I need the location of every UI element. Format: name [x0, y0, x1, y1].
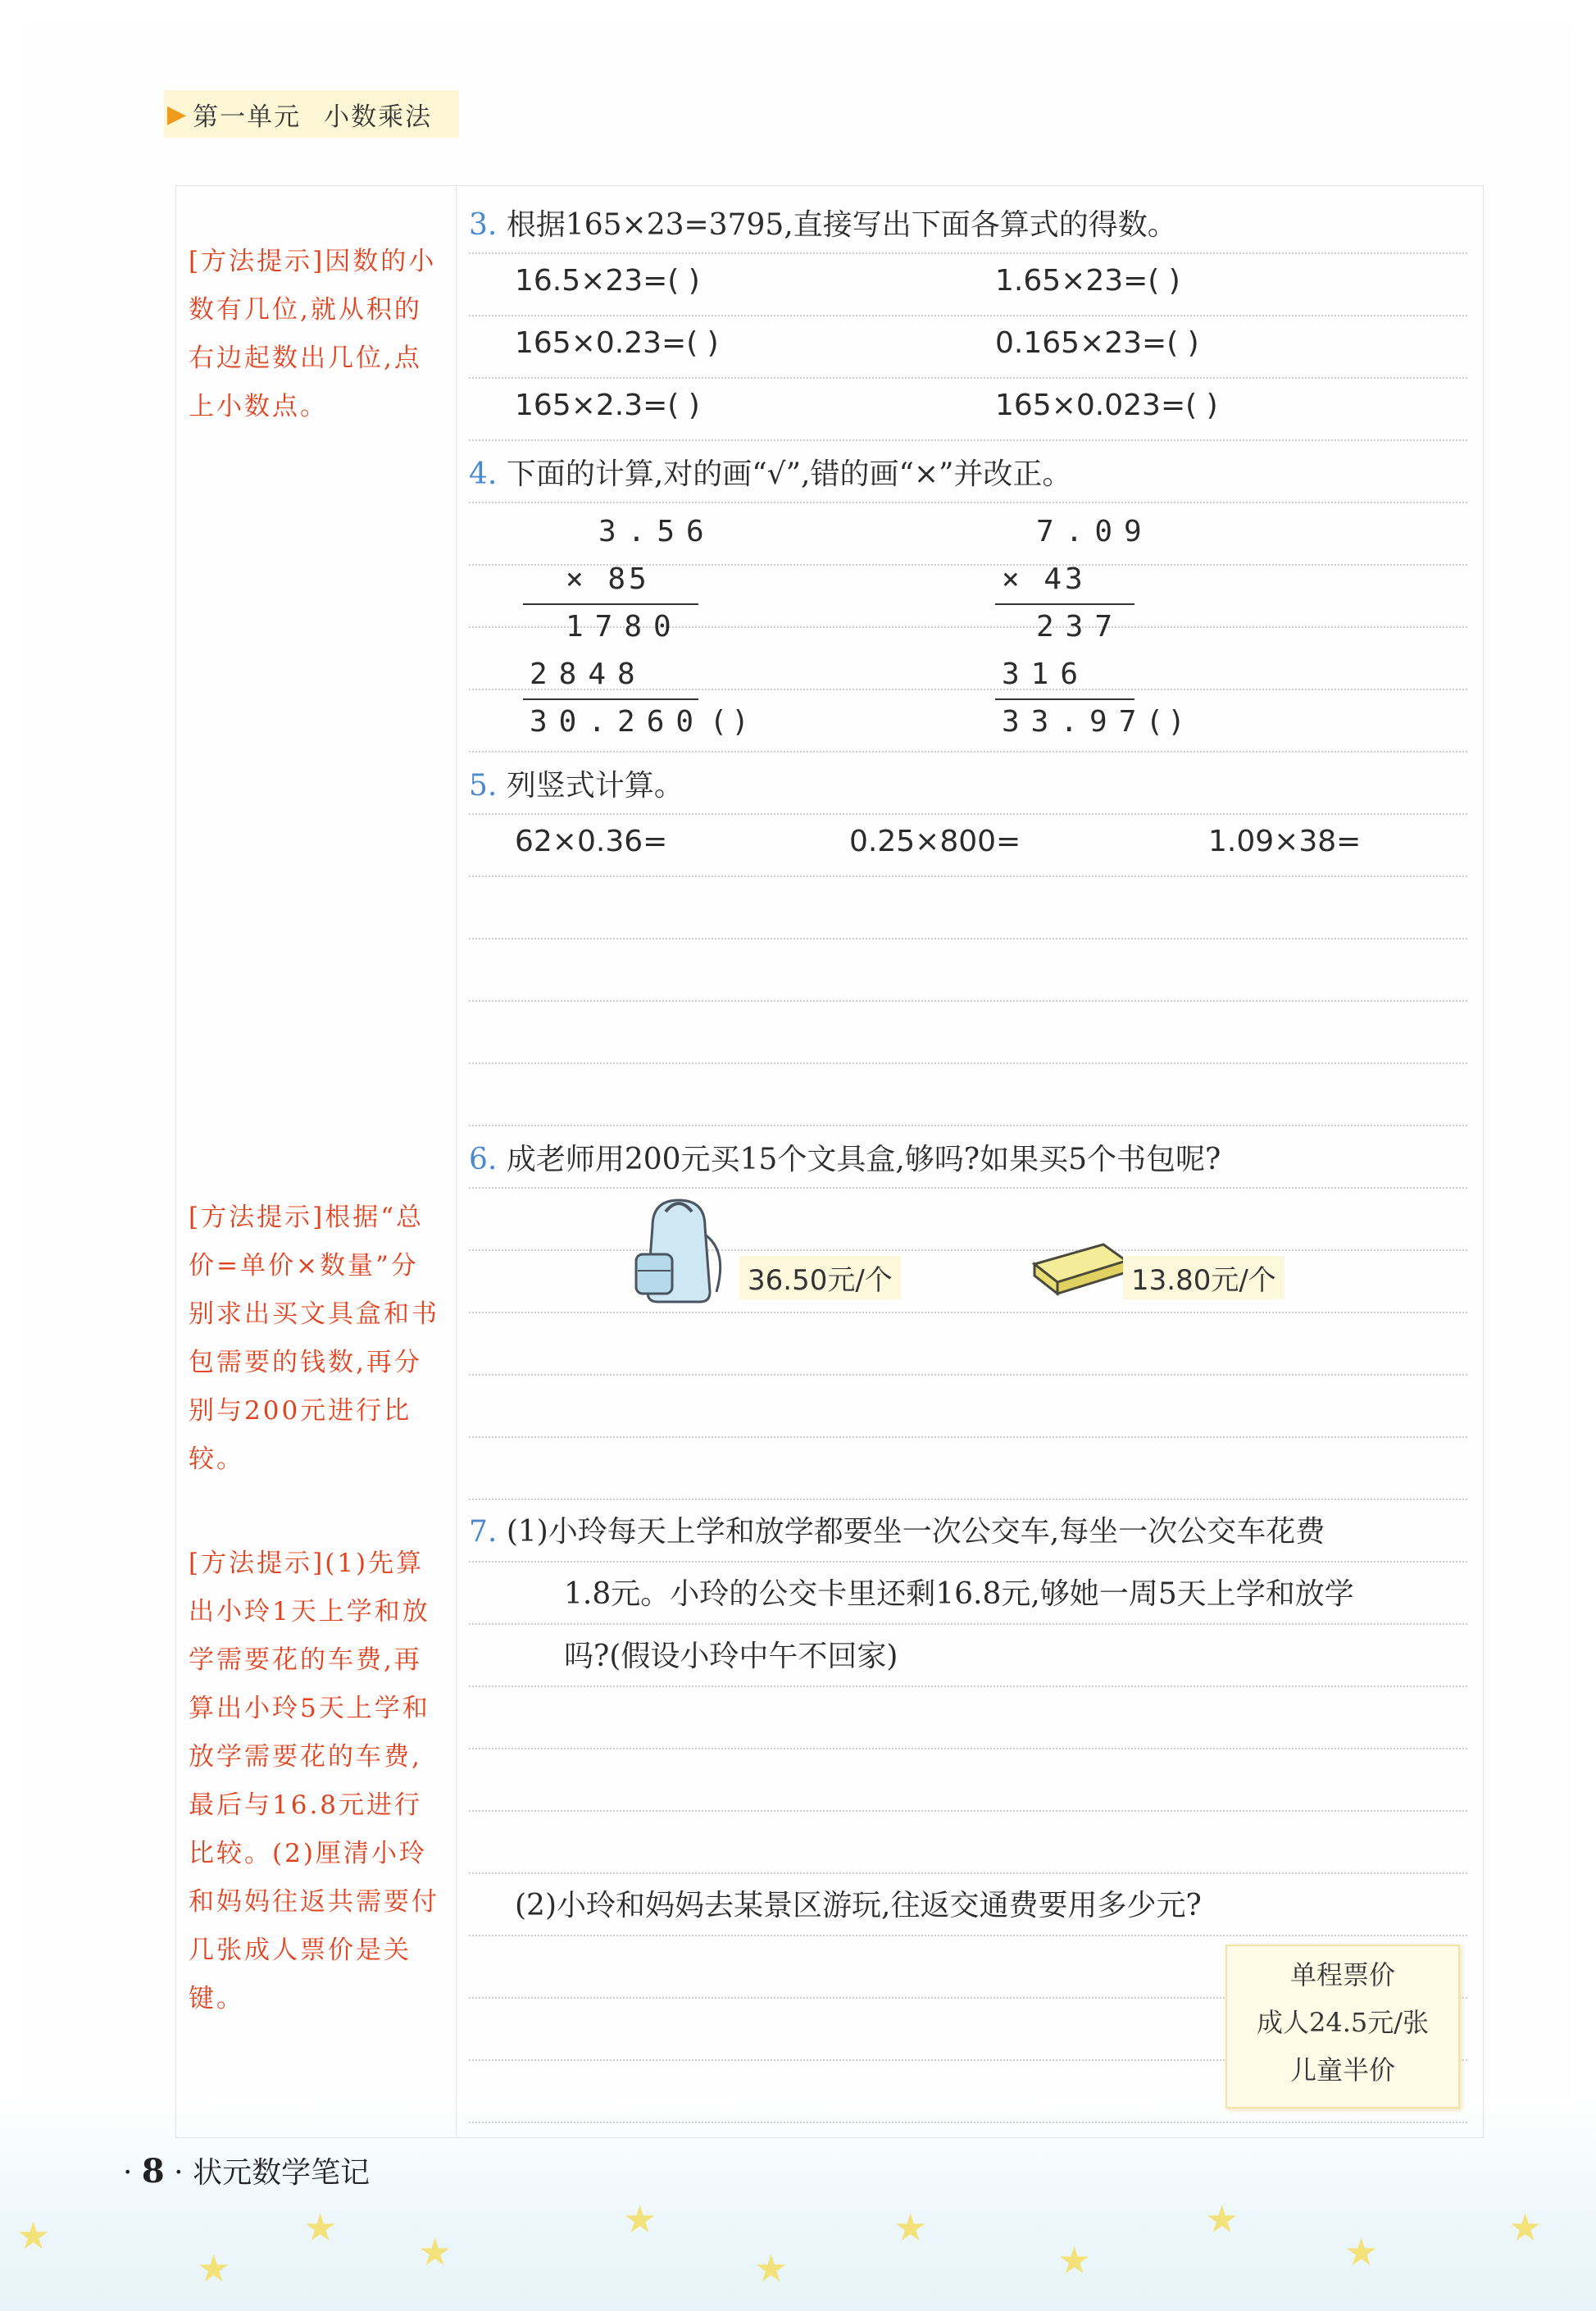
backpack-icon — [628, 1194, 734, 1308]
calc1-line — [523, 698, 698, 700]
star-icon: ★ — [418, 2230, 452, 2274]
calc1-answer-paren[interactable]: ( ) — [713, 705, 746, 739]
q3-item: 0.165×23=( ) — [995, 326, 1199, 360]
question-number: 4. — [469, 457, 498, 491]
question-text: 列竖式计算。 — [506, 769, 684, 803]
star-icon: ★ — [1205, 2197, 1239, 2241]
calc2-partial-1: 237 — [1036, 610, 1125, 644]
q3-item: 165×2.3=( ) — [515, 389, 700, 422]
question-text: (1)小玲每天上学和放学都要坐一次公交车,每坐一次公交车花费 — [506, 1515, 1325, 1549]
question-7-line-3: 吗?(假设小玲中午不回家) — [564, 1640, 898, 1673]
question-text: 下面的计算,对的画“√”,错的画“×”并改正。 — [506, 457, 1072, 491]
unit-label: 第一单元 — [193, 102, 302, 132]
calc2-line — [995, 698, 1134, 700]
calc2-partial-2: 316 — [1002, 657, 1090, 691]
star-icon: ★ — [1344, 2230, 1379, 2274]
backpack-price: 36.50元/个 — [739, 1256, 901, 1299]
q3-item: 16.5×23=( ) — [515, 264, 700, 298]
unit-header — [164, 90, 459, 138]
star-icon: ★ — [893, 2205, 928, 2250]
ticket-box-title: 单程票价 — [1289, 1959, 1395, 1990]
question-7 — [469, 1508, 1325, 1550]
topic-label: 小数乘法 — [324, 102, 433, 132]
q3-item: 165×0.023=( ) — [995, 389, 1218, 422]
ticket-price-box — [1225, 1945, 1460, 2109]
page-number: 8 — [141, 2152, 165, 2190]
star-icon: ★ — [197, 2246, 231, 2291]
method-tip-2: [方法提示]根据“总价=单价×数量”分别求出买文具盒和书包需要的钱数,再分别与200元进行比较。 — [189, 1203, 439, 1474]
question-text: 成老师用200元买15个文具盒,够吗?如果买5个书包呢? — [506, 1143, 1221, 1176]
star-icon: ★ — [623, 2197, 657, 2241]
calc1-result: 30.260 — [530, 705, 706, 739]
calc1-partial-2: 2848 — [530, 657, 647, 691]
calc2-multiplier: × 43 — [1002, 562, 1086, 596]
question-7-line-2: 1.8元。小玲的公交卡里还剩16.8元,够她一周5天上学和放学 — [564, 1577, 1354, 1611]
calc1-multiplicand: 3.56 — [598, 515, 716, 548]
question-text: 根据165×23=3795,直接写出下面各算式的得数。 — [506, 208, 1177, 242]
q5-item: 0.25×800= — [849, 825, 1021, 858]
pencil-box-icon — [1030, 1240, 1131, 1297]
ticket-adult-price: 成人24.5元/张 — [1256, 2007, 1430, 2038]
triangle-icon: ▶ — [167, 99, 189, 129]
method-tip-3: [方法提示](1)先算出小玲1天上学和放学需要花的车费,再算出小玲5天上学和放学需要花的车费,最后与16.8元进行比较。(2)厘清小玲和妈妈往返共需要付几张成人票价是关键。 — [189, 1549, 439, 2013]
question-number: 5. — [469, 769, 498, 803]
calc2-line — [995, 603, 1134, 605]
question-number: 7. — [469, 1515, 498, 1549]
question-7-part-2: (2)小玲和妈妈去某景区游玩,往返交通费要用多少元? — [515, 1889, 1202, 1922]
question-3 — [469, 202, 1177, 243]
question-6 — [469, 1136, 1221, 1178]
calc1-multiplier: × 85 — [566, 562, 650, 596]
q3-item: 1.65×23=( ) — [995, 264, 1180, 298]
calc1-line — [523, 603, 698, 605]
page-footer: · 8 · 状元数学笔记 — [123, 2152, 371, 2190]
calc1-partial-1: 1780 — [566, 610, 683, 644]
star-icon: ★ — [16, 2213, 51, 2258]
ticket-child-price: 儿童半价 — [1289, 2054, 1395, 2086]
question-4 — [469, 451, 1071, 493]
q5-item: 62×0.36= — [515, 825, 668, 858]
book-title: 状元数学笔记 — [193, 2156, 371, 2190]
q5-item: 1.09×38= — [1208, 825, 1362, 858]
star-icon: ★ — [754, 2246, 789, 2291]
question-number: 3. — [469, 208, 498, 242]
star-icon: ★ — [303, 2205, 338, 2250]
method-tip-1: [方法提示]因数的小数有几位,就从积的右边起数出几位,点上小数点。 — [189, 247, 437, 421]
pencil-box-price: 13.80元/个 — [1123, 1256, 1285, 1299]
question-5 — [469, 762, 684, 804]
q3-item: 165×0.23=( ) — [515, 326, 719, 360]
calc2-result: 33.97 — [1002, 705, 1148, 739]
calc2-multiplicand: 7.09 — [1036, 515, 1153, 548]
calc2-answer-paren[interactable]: ( ) — [1149, 705, 1182, 739]
star-icon: ★ — [1508, 2205, 1543, 2250]
question-number: 6. — [469, 1143, 498, 1176]
star-icon: ★ — [1057, 2238, 1092, 2282]
